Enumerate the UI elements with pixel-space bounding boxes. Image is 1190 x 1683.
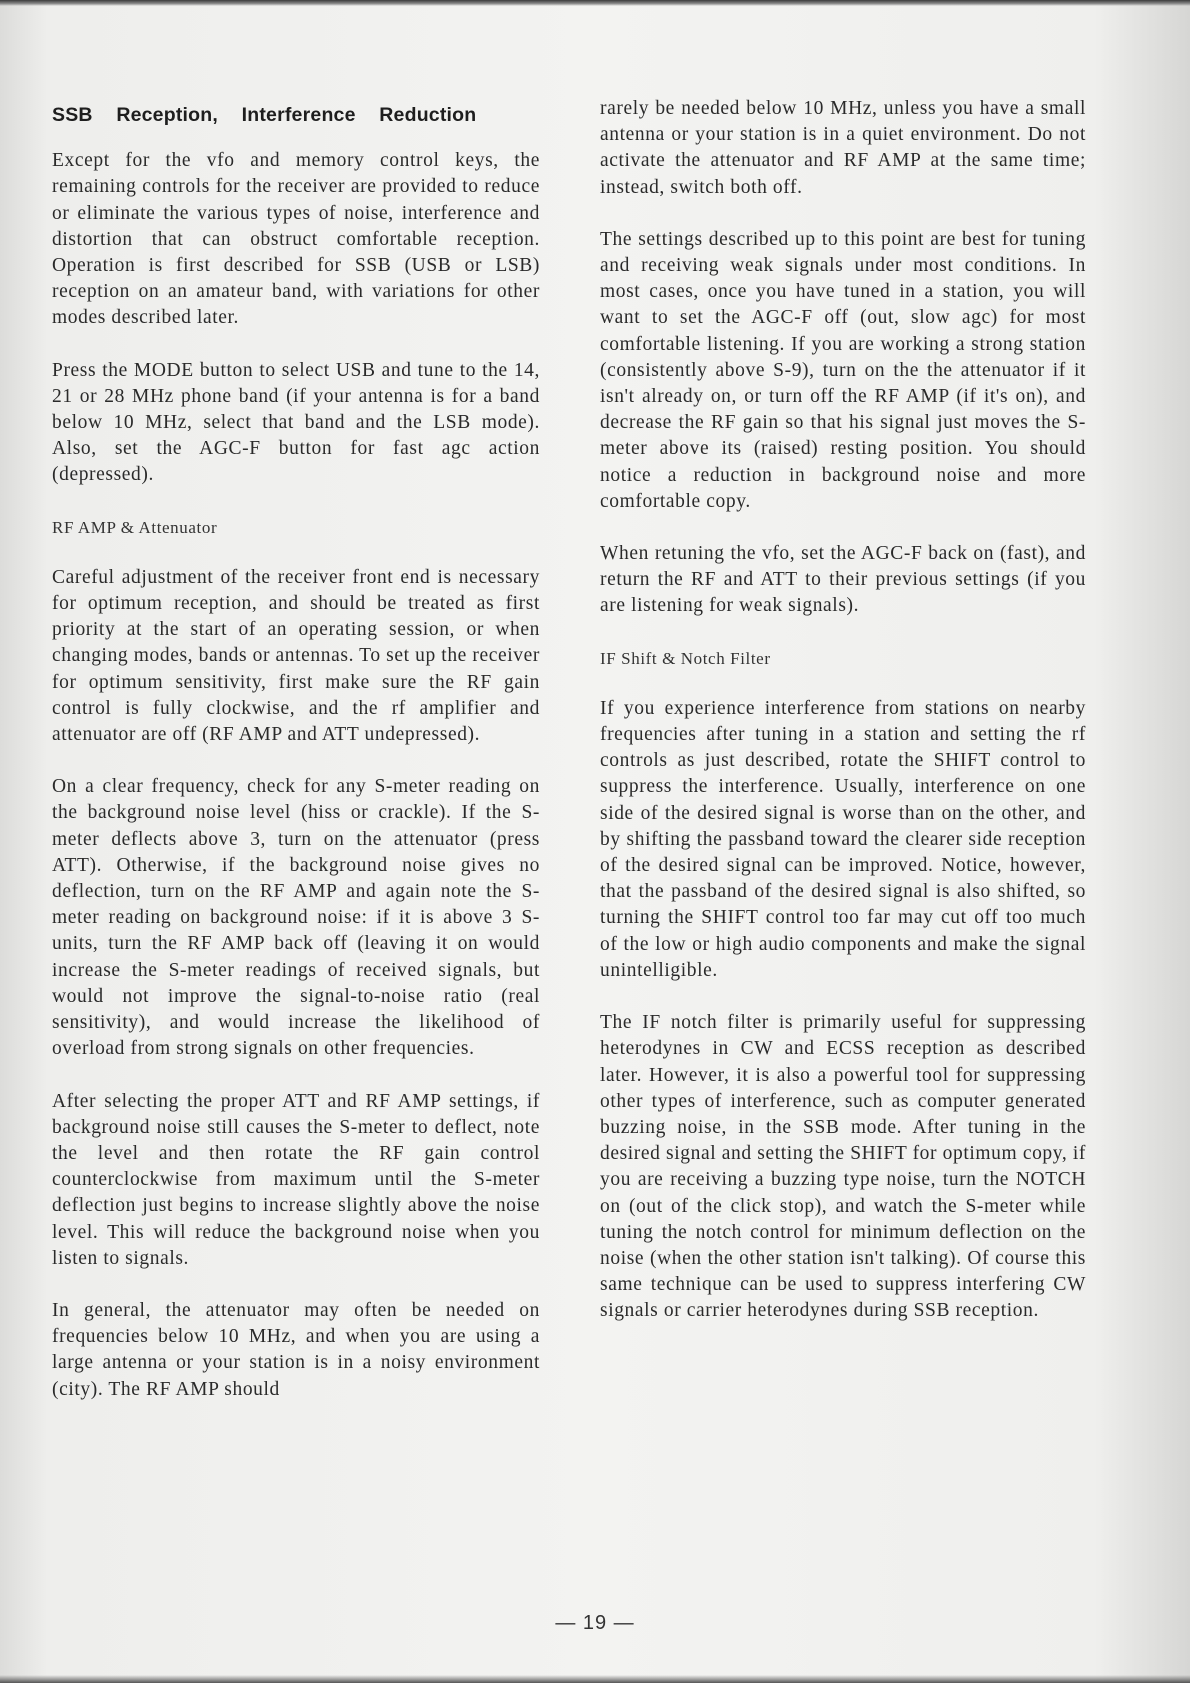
paragraph-notch-filter: The IF notch filter is primarily useful for suppressing heterodynes in CW and ECSS reception as described later. However, it is also a powerful tool for suppressing other types of interference, such as computer generated buzzing noise, in the SSB mode. After tuning in the desired signal and setting the SHIFT for optimum copy, if you are receiving a buzzing type noise, turn the NOTCH on (out of the click stop), and watch the S-meter while tuning the notch control for minimum deflection on the noise (when the other station isn't talking). Of course this same technique can be used to suppress interfering CW signals or carrier heterodynes during SSB reception. bbox=[600, 1012, 1086, 1322]
paragraph-front-end: Careful adjustment of the receiver front end is necessary for optimum reception, and should be treated as first priority at the start of an operating session, or when changing modes, bands or antennas. To set up the receiver for optimum sensitivity, first make sure the RF gain control is fully clockwise, and the rf amplifier and attenuator are off (RF AMP and ATT undepressed). bbox=[52, 566, 540, 746]
paragraph-if-shift: If you experience interference from stations on nearby frequencies after tuning in a station and setting the rf controls as just described, rotate the SHIFT control to suppress the interference. Usually, interference on one side of the desired signal is worse than on the other, and by shifting the passband toward the clearer side reception of the desired signal can be improved. Notice, however, that the passband of the desired signal is also shifted, so turning the SHIFT control too far may cut off too much of the low or high audio components and make the signal unintelligible. bbox=[600, 697, 1086, 981]
paragraph-agc-settings: The settings described up to this point are best for tuning and receiving weak signals under most conditions. In most cases, once you have tuned in a station, you will want to set the AGC-F off (out, slow agc) for most comfortable listening. If you are working a strong station (consistently above S-9), turn on the the attenuator if it isn't already on, or turn off the RF AMP (if it's on), and decrease the RF gain so that his signal just moves the S-meter above its (raised) resting position. You should notice a reduction in background noise and more comfortable copy. bbox=[600, 228, 1086, 512]
left-column bbox=[52, 96, 540, 1429]
subheading-if-shift-notch: IF Shift & Notch Filter bbox=[600, 648, 771, 668]
paragraph-attenuator-general: In general, the attenuator may often be needed on frequencies below 10 MHz, and when you are using a large antenna or your station is in a noisy environment (city). The RF AMP should bbox=[52, 1299, 540, 1400]
paragraph-mode-setup: Press the MODE button to select USB and tune to the 14, 21 or 28 MHz phone band (if your antenna is for a band below 10 MHz, select that band and the LSB mode). Also, set the AGC-F button for fast agc action (depressed). bbox=[52, 359, 540, 486]
paragraph-rf-gain: After selecting the proper ATT and RF AMP settings, if background noise still causes the S-meter to deflect, note the level and then rotate the RF gain control counterclockwise from maximum until the S-meter deflection just begins to increase slightly above the noise level. This will reduce the background noise when you listen to signals. bbox=[52, 1090, 540, 1269]
scan-top-edge bbox=[0, 0, 1190, 6]
paragraph-intro: Except for the vfo and memory control keys, the remaining controls for the receiver are provided to reduce or eliminate the various types of noise, interference and distortion that can obstruct comfortable reception. Operation is first described for SSB (USB or LSB) reception on an amateur band, with variations for other modes described later. bbox=[52, 150, 540, 329]
paragraph-s-meter-check: On a clear frequency, check for any S-meter reading on the background noise level (hiss or crackle). If the S-meter deflects above 3, turn on the attenuator (press ATT). Otherwise, if the background noise gives no deflection, turn on the RF AMP and again note the S-meter reading on background noise: if it is above 3 S-units, turn the RF AMP back off (leaving it on would increase the S-meter readings of received signals, but would not improve the signal-to-noise ratio (real sensitivity), and would increase the likelihood of overload from strong signals on other frequencies. bbox=[52, 776, 540, 1060]
subheading-rf-amp-attenuator: RF AMP & Attenuator bbox=[52, 517, 218, 537]
right-column bbox=[600, 96, 1086, 1351]
paragraph-retuning: When retuning the vfo, set the AGC-F back on (fast), and return the RF and ATT to their previous settings (if you are listening for weak signals). bbox=[600, 543, 1086, 617]
section-heading: SSB Reception, Interference Reduction bbox=[52, 104, 477, 126]
scan-bottom-edge bbox=[0, 1675, 1190, 1683]
page-number: — 19 — bbox=[555, 1612, 635, 1634]
paragraph-rf-amp-continued: rarely be needed below 10 MHz, unless you have a small antenna or your station is in a quiet environment. Do not activate the attenuator and RF AMP at the same time; instead, switch both off. bbox=[600, 98, 1086, 198]
